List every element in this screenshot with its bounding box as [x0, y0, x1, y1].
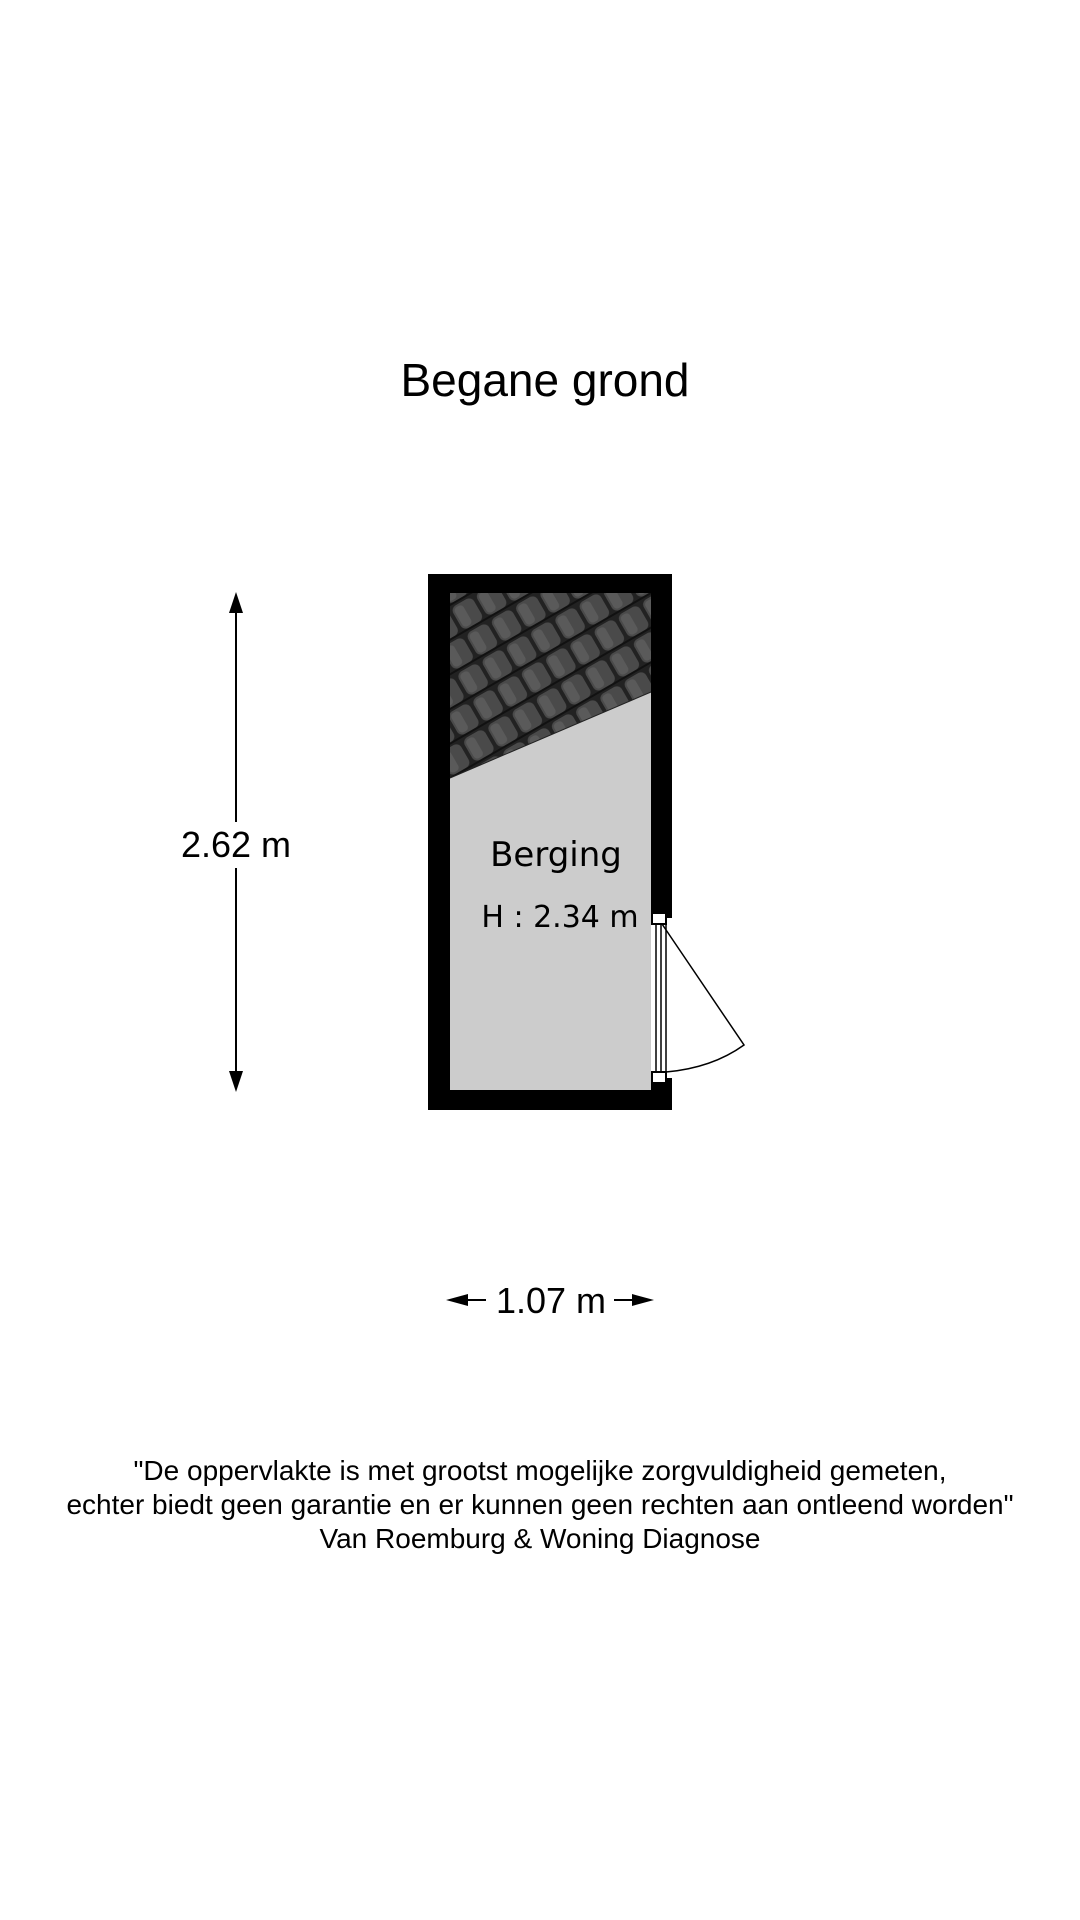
arrow-left-icon	[446, 1294, 468, 1306]
arrow-down-icon	[229, 1071, 243, 1092]
arrow-right-icon	[632, 1294, 654, 1306]
room-height-label: H : 2.34 m	[481, 900, 639, 935]
door-jamb-top	[652, 913, 666, 924]
disclaimer	[0, 1454, 1080, 1556]
door-jamb-bottom	[652, 1072, 666, 1083]
room-name: Berging	[490, 835, 622, 875]
disclaimer-line-1: "De oppervlakte is met grootst mogelijke zorgvuldigheid gemeten,	[133, 1455, 947, 1486]
disclaimer-line-2: echter biedt geen garantie en er kunnen geen rechten aan ontleend worden"	[66, 1489, 1014, 1520]
door-swing-arc	[662, 924, 744, 1072]
arrow-up-icon	[229, 592, 243, 613]
width-dimension-label: 1.07 m	[495, 1280, 607, 1321]
floor-title: Begane grond	[400, 354, 690, 406]
disclaimer-line-3: Van Roemburg & Woning Diagnose	[319, 1523, 761, 1554]
height-dimension-label: 2.62 m	[180, 824, 292, 865]
